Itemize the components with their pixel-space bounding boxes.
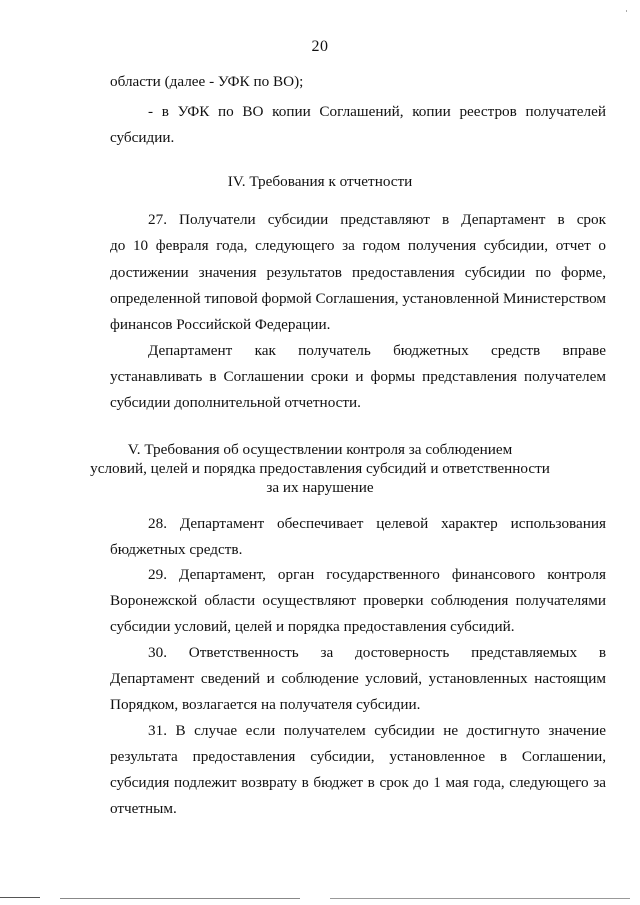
- scan-artifact: [0, 897, 40, 898]
- paragraph-line: 28. Департамент обеспечивает целевой характер использования: [148, 515, 606, 532]
- paragraph-line: субсидия подлежит возврату в бюджет в срок до 1 мая года, следующего за: [110, 774, 606, 791]
- scan-artifact: [60, 898, 300, 899]
- paragraph-line: 31. В случае если получателем субсидии не достигнуто значение: [148, 722, 606, 739]
- paragraph-line: - в УФК по ВО копии Соглашений, копии реестров получателей: [148, 103, 606, 120]
- paragraph-line: определенной типовой формой Соглашения, установленной Министерством: [110, 290, 606, 307]
- section-heading-line: условий, целей и порядка предоставления субсидий и ответственности: [90, 460, 550, 477]
- paragraph-line: до 10 февраля года, следующего за годом получения субсидии, отчет о: [110, 237, 606, 254]
- section-heading: IV. Требования к отчетности: [227, 173, 413, 190]
- paragraph-line: субсидии.: [110, 129, 175, 146]
- paragraph-line: 29. Департамент, орган государственного финансового контроля: [148, 566, 606, 583]
- paragraph-line: Департамент как получатель бюджетных средств вправе: [148, 342, 606, 359]
- paragraph-line: бюджетных средств.: [110, 541, 243, 558]
- paragraph-line: Порядком, возлагается на получателя субсидии.: [110, 696, 421, 713]
- paragraph-line: субсидии дополнительной отчетности.: [110, 394, 361, 411]
- paragraph-line: финансов Российской Федерации.: [110, 316, 331, 333]
- paragraph-line: 27. Получатели субсидии представляют в Департамент в срок: [148, 211, 606, 228]
- scan-artifact: [330, 898, 630, 899]
- paragraph-line: отчетным.: [110, 800, 177, 817]
- paragraph-line: Воронежской области осуществляют проверки соблюдения получателями: [110, 592, 606, 609]
- section-heading-line: за их нарушение: [266, 479, 374, 496]
- paragraph-line: достижении значения результатов предоставления субсидии по форме,: [110, 264, 606, 281]
- section-heading-line: V. Требования об осуществлении контроля за соблюдением: [127, 441, 513, 458]
- paragraph-line: субсидии условий, целей и порядка предоставления субсидий.: [110, 618, 515, 635]
- scan-artifact: [626, 10, 627, 12]
- paragraph-line: устанавливать в Соглашении сроки и формы представления получателем: [110, 368, 606, 385]
- page-number: 20: [311, 38, 329, 55]
- paragraph-line: 30. Ответственность за достоверность представляемых в: [148, 644, 606, 661]
- paragraph-line: Департамент сведений и соблюдение условий, установленных настоящим: [110, 670, 606, 687]
- paragraph-line: результата предоставления субсидии, установленное в Соглашении,: [110, 748, 606, 765]
- paragraph-line: области (далее - УФК по ВО);: [110, 73, 304, 90]
